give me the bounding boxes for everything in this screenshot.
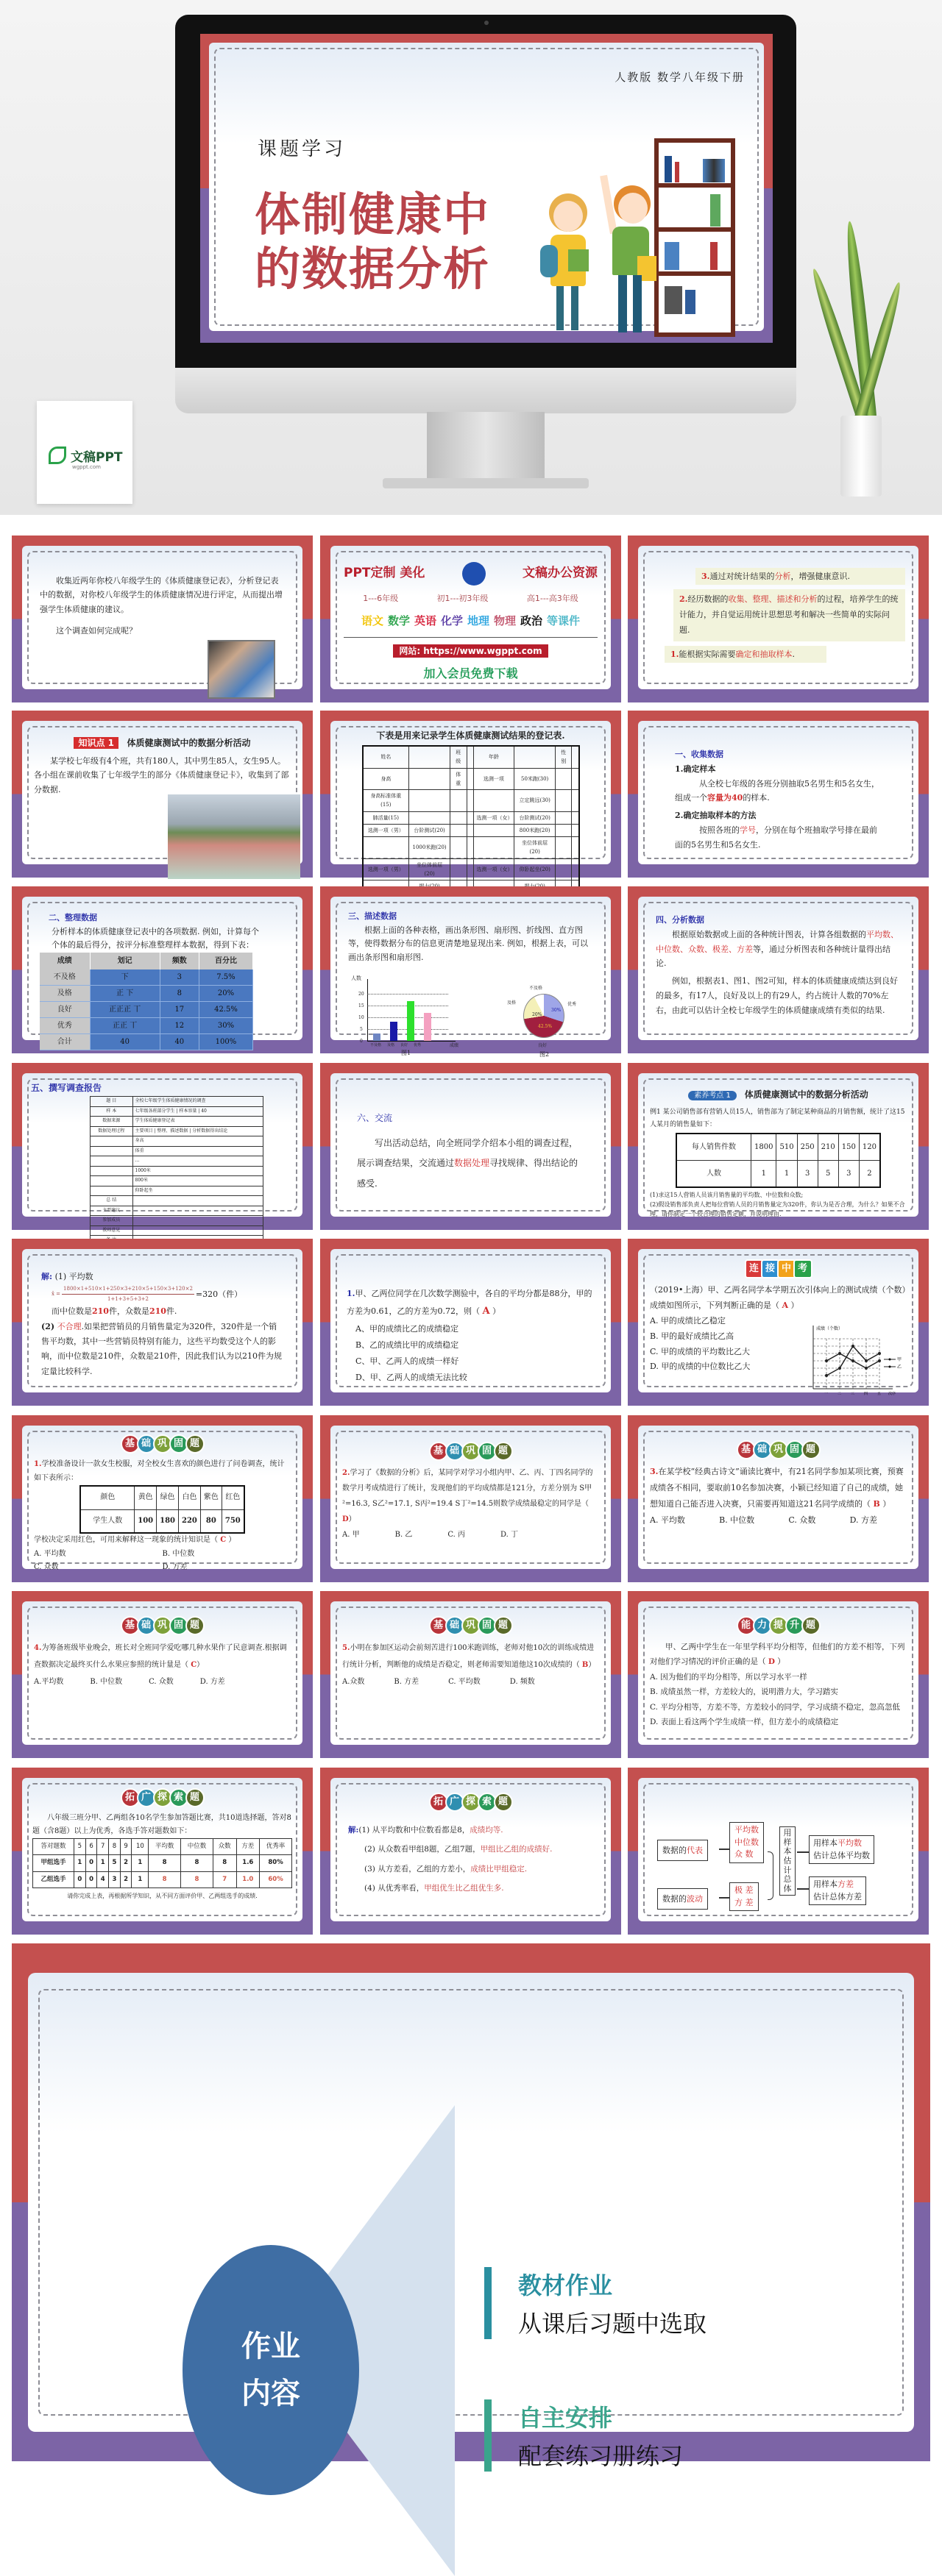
girl-illustration	[540, 193, 599, 333]
report-row: 总 结	[91, 1196, 263, 1206]
subject-label: 语文	[361, 614, 383, 628]
camera-dot	[484, 21, 489, 25]
solution-part-2: (2) 不合理.如果把营销员的月销售量定为320件，320件是一个销售平均数，其中一些营销员特别有能力，这些平均数受这个人的影响，而中位数是210件，众数是210件，因此我们认为以210件为规定量比较科学.	[41, 1321, 282, 1376]
monitor-stand	[427, 412, 545, 485]
slide-extension-solution: 拓 广 探 索 题 解:(1) 从平均数和中位数看都是8，成绩均等. (2) 从众数看甲组8题，乙组7题，甲组比乙组的成绩好. (3) 从方差看，乙组的方差小，成绩比甲组稳定. (4) 从优秀率看，甲组优生比乙组优生多.	[320, 1768, 621, 1935]
example-question-1: (1)求这15人营销人员该月销售量的平均数、中位数和众数;	[650, 1191, 804, 1198]
question-text: 3.在某学校“经典古诗文”诵读比赛中，有21名同学参加某项比赛，预赛成绩各不相同，要取前10名参加决赛，小颖已经知道了自己的成绩，她想知道自己能否进入决赛，只需要再知道这21名同学成绩的（ B ）	[650, 1467, 904, 1509]
table-row: 合计 40 40 100%	[40, 1034, 253, 1050]
option-a[interactable]: A.众数	[342, 1678, 365, 1686]
homework-item-1	[484, 2267, 706, 2339]
exam-link-tags: 连 接 中 考	[650, 1259, 907, 1278]
slide-basic-q3	[628, 1415, 929, 1582]
item-title: 自主安排	[518, 2404, 613, 2432]
goal-2: 2.经历数据的收集、整理、描述和分析的过程，培养学生的统计能力，并自觉运用统计思想思考和解决一些简单的实际问题.	[673, 589, 905, 641]
knowledge-point-badge: 知识点 1	[74, 737, 118, 749]
question-text: 5.小明在参加区运动会前刻苦进行100米跑训练，老师对他10次的训练成绩进行统计分析，判断他的成绩是否稳定，则老师需要知道他这10次成绩的（ B）	[342, 1644, 596, 1669]
answer-mark: C	[191, 1661, 197, 1669]
slide-exam-link	[628, 1239, 929, 1406]
desk-calendar	[37, 401, 132, 504]
slide-basic-q1: 基 础 巩 固 题 1.学校准备设计一款女生校服，对全校女生喜欢的颜色进行了问卷调查，统计如下表所示： 颜色 黄色 绿色 白色 紫色 红色 学生人数 100 180 220 80 750 学校决定采用红色，可用来解释这一现象的统计知识是（ C ） A. 平均数 B. 中位数 C. 众数 D. 方差	[12, 1415, 313, 1582]
goal-3: 3.通过对统计结果的分析，增强健康意识.	[695, 568, 905, 585]
option-d[interactable]: D. 方差	[199, 1678, 225, 1686]
report-row: 仰卧起坐	[91, 1186, 263, 1196]
registration-table	[362, 745, 580, 907]
svg-text:次序: 次序	[888, 1392, 896, 1396]
form-row: 肺活量(15) 选测一项（女） 台阶测试(20)	[363, 811, 579, 824]
brand-logo-icon	[462, 562, 486, 586]
option-d[interactable]: D. 丁	[500, 1531, 518, 1539]
question-text: 2.学习了《数据的分析》后，某同学对学习小组内甲、乙、丙、丁四名同学的数学月考成绩进行了统计，发现他们的平均成绩都是121分，方差分别为 S甲²=16.3, S乙²=17.1, S丙²=19.4 S丁²=14.5则数学成绩最稳定的同学是（ D）	[342, 1469, 593, 1523]
join-membership-link[interactable]: 加入会员免费下载	[423, 666, 518, 680]
dispersion-box: 极 差 方 差	[729, 1882, 759, 1911]
option-c[interactable]: C. 众数	[149, 1678, 174, 1686]
slide-homework	[12, 1943, 930, 2470]
bar	[373, 1033, 380, 1041]
answer-mark: A	[482, 1306, 490, 1317]
slide-organize-data	[12, 886, 313, 1053]
basic-practice-tags: 基 础 巩 固 题	[34, 1434, 291, 1454]
step-2-title: 2.确定抽取样本的方法	[675, 811, 757, 821]
option-d[interactable]: D. 表面上看这两个学生成绩一样，但方差小的成绩稳定	[650, 1718, 839, 1727]
slide-registration-form	[320, 711, 621, 878]
section-heading: 四、分析数据	[656, 915, 704, 925]
quiz-results-table: 答对题数 5 6 7 8 9 10 平均数 中位数 众数 方差 优秀率 甲组选手 1 0 1 5 2 1 8 8 8 1.6 80% 乙组选手 0 0 4 3 2 1 8 8 7 1.0 60%	[32, 1838, 292, 1888]
item-desc: 配套练习册练习	[518, 2442, 684, 2470]
basic-practice-tags: 基 础 巩 固 题	[34, 1616, 291, 1635]
extension-tags: 拓 广 探 索 题	[348, 1793, 593, 1812]
intro-paragraph: 收集近两年你校八年级学生的《体质健康登记表》，分析登记表中的数据，对你校八年级学生的体质健康情况进行评定，从而提出增强学生体质健康的建议。	[40, 576, 283, 614]
answer-mark: B	[581, 1661, 589, 1669]
option-a[interactable]: A. 因为他们的平均分相等，所以学习水平一样	[650, 1672, 807, 1682]
report-table	[90, 1096, 263, 1246]
example-question-2: (2)假设销售部负责人把每位营销人员的月销售量定为320件，你认为是否合理，为什么？如果不合理，请你制定一个较合理的销售定额，并说明理由.	[650, 1201, 905, 1217]
option-b[interactable]: B. 成绩虽然一样，方差较大的，说明潜力大，学习踏实	[650, 1687, 838, 1697]
homework-item-2	[484, 2399, 683, 2472]
slide-question-variance	[320, 1239, 621, 1406]
edition-label: 人教版 数学八年级下册	[615, 71, 745, 84]
svg-text:二: 二	[837, 1392, 842, 1396]
extension-tags: 拓 广 探 索 题	[32, 1788, 292, 1807]
data-representative-box: 数据的代表	[657, 1840, 708, 1861]
slide-summary-diagram	[628, 1768, 929, 1935]
slide-example-1-solution: 解: (1) 平均数 x̄ = $\frac{1800\times 1+510\times 1+250\times 3+210\times 5+150\times 3+120\times 2}{1+1+3+5+3+2}$ =320（件） 而中位数是210件，众数是210件. (2) 不合理.如果把营销员的月销售量定为320件，320件是一个销售平均数，其中一些营销员特别有能力，这些平均数受这个人的影响，而中位数是210件，众数是210件，因此我们认为以210件为规定量比较科学.	[12, 1239, 313, 1406]
report-row: 题 目 全校七年级学生体质健康情况的调查	[91, 1097, 263, 1107]
knowledge-point-heading: 体质健康测试中的数据分析活动	[127, 738, 251, 748]
slide-intro-task	[12, 536, 313, 702]
pie	[523, 994, 564, 1038]
report-row: …	[91, 1156, 263, 1167]
cover-subtitle: 课题学习	[258, 138, 347, 160]
analyze-para-2: 例如，根据表1、图1、图2可知，样本的体质健康成绩达到良好的最多，有17人，良好及以上的有29人，约占统计人数的70%左右，由此可以估计全校七年级学生的体质健康成绩有类似的结果.	[656, 976, 898, 1015]
frequency-table: 成绩 划记 频数 百分比 不及格 下 3 7.5% 及格 正 下 8 20% 良好 正正正 丅 17 42.5% 优秀 正正 丅 12 30% 合计 40 40 100%	[40, 953, 253, 1050]
table-row: 优秀 正正 丅 12 30%	[40, 1018, 253, 1034]
step-2-text: 按照各班的学号，分别在每个班抽取学号排在最前面的5名男生和5名女生.	[675, 825, 877, 850]
svg-text:一: 一	[824, 1392, 829, 1396]
table-row: 及格 正 下 8 20%	[40, 986, 253, 1002]
option-a[interactable]: A.平均数	[34, 1678, 64, 1686]
slide-extension-q	[12, 1768, 313, 1935]
slide-write-report	[12, 1063, 313, 1233]
option-a[interactable]: A、甲的成绩比乙的成绩稳定	[355, 1324, 458, 1334]
goal-1: 1.能根据实际需要确定和抽取样本.	[665, 646, 826, 663]
report-row: 1000米	[91, 1166, 263, 1176]
option-c[interactable]: C. 众数	[34, 1563, 59, 1571]
step-1-text: 从全校七年级的各班分别抽取5名男生和5名女生，组成一个容量为40的样本.	[675, 778, 879, 803]
answer-mark: A	[782, 1300, 789, 1310]
potted-plant	[824, 221, 890, 500]
watermark-url: wgppt.com	[72, 464, 101, 470]
svg-text:五: 五	[877, 1392, 882, 1396]
slide-basic-q2	[320, 1415, 621, 1582]
bookshelf-illustration	[654, 138, 735, 337]
section-heading: 三、描述数据	[348, 911, 397, 921]
basic-practice-tags: 基 础 巩 固 题	[342, 1442, 599, 1461]
ad-right-title: 文稿办公资源	[523, 566, 598, 581]
report-row: 数据来源 学生体质健康登记表	[91, 1117, 263, 1127]
report-row: 体重	[91, 1146, 263, 1156]
subject-label: 化学	[440, 614, 463, 628]
form-heading: 下表是用来记录学生体质健康测试结果的登记表.	[376, 730, 565, 741]
data-variation-box: 数据的波动	[657, 1888, 708, 1910]
website-link[interactable]: 网站: https://www.wgppt.com	[393, 644, 548, 658]
competency-badge: 素养考点 1	[688, 1091, 737, 1100]
fig2-caption: 图2	[539, 1051, 550, 1058]
form-row: 1000米跑(20) 坐位体前屈(20)	[363, 837, 579, 859]
option-b[interactable]: B. 甲的最好成绩比乙高	[650, 1331, 734, 1341]
slide-describe-data	[320, 886, 621, 1058]
report-row: 参加成员	[91, 1216, 263, 1226]
grade-range: 高1---高3年级	[526, 594, 578, 603]
option-d[interactable]: D. 甲的成绩的中位数比乙大	[650, 1362, 751, 1372]
basic-practice-tags: 基 础 巩 固 题	[342, 1616, 599, 1635]
x-axis-label: 成绩	[450, 1043, 459, 1048]
option-b[interactable]: B. 中位数	[162, 1549, 195, 1558]
subject-label: 物理	[494, 614, 517, 628]
option-c[interactable]: C. 平均数	[448, 1678, 481, 1686]
y-axis-label: 人数	[351, 975, 361, 981]
option-b[interactable]: B、乙的成绩比甲的成绩稳定	[355, 1340, 459, 1350]
extension-footer: 请你完成上表，再根据所学知识，从不同方面评价甲、乙两组选手的成绩.	[67, 1892, 258, 1899]
bar	[390, 1022, 397, 1041]
estimate-variance-box: 用样本方差 估计总体方差	[809, 1876, 866, 1905]
ability-tags: 能 力 提 升 题	[650, 1616, 907, 1635]
question-text: 4.为筹备班级毕业晚会，班长对全班同学爱吃哪几种水果作了民意调查.根据调查数据决定最终买什么水果应参照的统计量是（ C）	[34, 1644, 287, 1669]
option-a[interactable]: A. 平均数	[34, 1549, 66, 1558]
central-tendency-box: 平均数 中位数 众 数	[729, 1822, 764, 1863]
option-d[interactable]: D. 频数	[509, 1678, 535, 1686]
cover-slide	[200, 34, 773, 343]
watermark-logo: 文稿PPT	[71, 450, 123, 465]
report-row: 样 本 七年级各班部分学生 | 样本容量 | 40	[91, 1106, 263, 1117]
subject-label: 英语	[414, 614, 436, 628]
option-c[interactable]: C、甲、乙两人的成绩一样好	[355, 1356, 459, 1366]
section-heading: 一、收集数据	[675, 750, 723, 759]
ad-left-title: PPT定制 美化	[344, 566, 425, 581]
subject-label: 政治	[520, 614, 543, 628]
svg-text:三: 三	[851, 1392, 855, 1396]
question-text: 1.学校准备设计一款女生校服，对全校女生喜欢的颜色进行了问卷调查，统计如下表所示：	[34, 1460, 285, 1482]
answer-mark: B	[873, 1499, 880, 1509]
fig1-caption: 图1	[401, 1050, 411, 1056]
option-b[interactable]: B. 中位数	[719, 1515, 755, 1525]
svg-text:乙: 乙	[897, 1365, 902, 1370]
report-row: 教师意见	[91, 1225, 263, 1236]
table-row: 良好 正正正 丅 17 42.5%	[40, 1002, 253, 1018]
slide-basic-q4	[12, 1591, 313, 1758]
line-chart-pullups	[806, 1323, 909, 1396]
answer-mark: D	[768, 1657, 775, 1667]
item-desc: 从课后习题中选取	[518, 2310, 707, 2338]
grade-range: 1---6年级	[363, 594, 399, 603]
boy-illustration	[599, 175, 658, 337]
subject-list	[344, 611, 598, 637]
answer-mark: D	[342, 1515, 349, 1523]
form-row: 身高标准体重(15) 立定跳远(30)	[363, 790, 579, 812]
option-d[interactable]: D. 方差	[849, 1515, 877, 1525]
cover-title-line1: 体制健康中	[255, 188, 491, 241]
section-heading: 五、撰写调查报告	[31, 1083, 102, 1093]
subject-label: 地理	[467, 614, 490, 628]
extension-intro: 八年级三班分甲、乙两组各10名学生参加答题比赛，共10道选择题，答对8题（含8题）以上为优秀，各选手答对题数如下：	[32, 1814, 291, 1835]
report-row: 身高	[91, 1136, 263, 1147]
option-c[interactable]: C. 平均分相等，方差不等，方差较小的同学，学习成绩不稳定，忽高忽低	[650, 1702, 900, 1712]
question-text: 甲、乙两中学生在一年里学科平均分相等，但他们的方差不相等，下列对他们学习情况的评价正确的是（ D ）	[650, 1643, 905, 1667]
slide-analyze-data	[628, 886, 929, 1053]
option-d[interactable]: D. 方差	[162, 1563, 188, 1571]
answer-mark: C	[220, 1536, 227, 1544]
students-photo	[208, 640, 275, 699]
bar-chart-fig1: 人数 20 15 10 5 0 不及格 及格 良好 优秀 成绩 图1	[357, 979, 467, 1053]
option-a[interactable]: A. 甲的成绩比乙稳定	[650, 1315, 726, 1326]
hero-cover-mockup	[0, 0, 942, 515]
option-b[interactable]: B. 乙	[394, 1531, 413, 1539]
report-row: 主要建议	[91, 1206, 263, 1216]
school-playground-photo	[168, 794, 300, 879]
slide-example-1	[628, 1063, 929, 1230]
question-text: （2019•上海）甲、乙两名同学本学期五次引体向上的测试成绩（个数）成绩如图所示，下列判断正确的是（ A ）	[650, 1285, 906, 1310]
option-a[interactable]: A. 甲	[342, 1531, 360, 1539]
option-d[interactable]: D、甲、乙两人的成绩无法比较	[355, 1373, 467, 1382]
mean-formula: x̄ = $\frac{1800\times 1+510\times 1+250\times 3+210\times 5+150\times 3+120\times 2}{1+1+3+5+3+2}$ =320（件）	[52, 1286, 243, 1303]
homework-circle: 作业 内容	[183, 2245, 359, 2495]
slide-ad-banner	[320, 536, 621, 702]
option-b[interactable]: B. 中位数	[90, 1678, 123, 1686]
subject-label: 数学	[387, 614, 410, 628]
subject-label: 等课件	[547, 614, 581, 628]
analyze-para-1: 根据原始数据或上面的各种统计图表，计算各组数据的平均数、中位数、众数、极差、方差等，通过分析图表和各种统计量得出结论.	[656, 929, 899, 969]
report-row: 数据处理过程 主要项目 | 整理、描述数据 | 分析数据得出结论	[91, 1126, 263, 1136]
bar	[407, 1001, 414, 1041]
section-heading: 六、交流	[357, 1113, 393, 1123]
slide-basic-q5	[320, 1591, 621, 1758]
basic-practice-tags: 基 础 巩 固 题	[650, 1440, 907, 1459]
logo-leaf-icon	[49, 446, 66, 464]
knowledge-point-body: 某学校七年级有4个班，共有180人，其中男生85人，女生95人。各小组在课前收集了七年级学生的部分《体质健康登记卡》，收集到了部分数据.	[34, 756, 289, 794]
slide-learning-goals	[628, 536, 929, 702]
sample-estimate-box: 用样本估计总体	[779, 1826, 796, 1896]
monitor-base	[383, 478, 589, 488]
slide-ability-q	[628, 1591, 929, 1758]
step-1-title: 1.确定样本	[675, 764, 716, 774]
exchange-body: 写出活动总结，向全班同学介绍本小组的调查过程，展示调查结果，交流通过数据处理寻找规律、得出结论的感受.	[357, 1137, 578, 1189]
option-b[interactable]: B. 方差	[394, 1678, 419, 1686]
slide-knowledge-point-1	[12, 711, 313, 878]
svg-text:成绩（个数）: 成绩（个数）	[816, 1326, 843, 1331]
svg-text:甲: 甲	[897, 1357, 902, 1362]
report-row: 800米	[91, 1176, 263, 1186]
form-row: 选测一项（男） 台阶测试(20) 800米跑(20)	[363, 824, 579, 836]
section-heading: 二、整理数据	[49, 913, 97, 922]
question-text: 1.甲、乙两位同学在几次数学测验中，各自的平均分都是88分，甲的方差为0.61，乙的方差为0.72，则（ A ）	[347, 1289, 592, 1317]
option-a[interactable]: A. 平均数	[650, 1515, 685, 1525]
form-row: 身高 体重 选测一项 50米跑(30)	[363, 768, 579, 790]
color-preference-table: 颜色 黄色 绿色 白色 紫色 红色 学生人数 100 180 220 80 750	[79, 1485, 245, 1534]
form-row: 选测一项（男） 坐位体前屈(20) 选测一项（女） 仰卧起坐(20)	[363, 858, 579, 880]
slide-exchange	[320, 1063, 621, 1230]
svg-text:四: 四	[864, 1392, 868, 1396]
monitor-chin	[175, 368, 796, 413]
option-c[interactable]: C. 丙	[447, 1531, 465, 1539]
intro-question: 这个调查如何完成呢？	[56, 625, 137, 636]
estimate-mean-box: 用样本平均数 估计总体平均数	[809, 1835, 874, 1864]
example-heading: 体质健康测试中的数据分析活动	[744, 1089, 868, 1100]
option-c[interactable]: C. 众数	[788, 1515, 816, 1525]
bar	[424, 1013, 431, 1041]
form-row: 姓名 班级 年龄 性别	[363, 746, 579, 768]
describe-body: 根据上面的各种表格，画出条形图、扇形图、折线图、直方图等，使得数据分布的信息更清楚地显现出来. 例如，根据上表，可以画出条形图和扇形图.	[348, 925, 588, 963]
example-intro: 例1 某公司销售部有营销人员15人，销售部为了制定某种商品的月销售额，统计了这15人某月的销售量如下：	[650, 1108, 905, 1128]
grade-range: 初1---初3年级	[436, 594, 489, 603]
table-row: 不及格 下 3 7.5%	[40, 969, 253, 986]
option-c[interactable]: C. 甲的成绩的平均数比乙大	[650, 1346, 751, 1356]
sales-table: 每人销售件数 1800 510 250 210 150 120 人数 1 1 3 5 3 2	[676, 1133, 881, 1188]
organize-body: 分析样本的体质健康登记表中的各项数据. 例如，计算每个个体的最后得分，按评分标准整理样本数据，得到下表：	[52, 926, 259, 950]
cover-title-line2: 的数据分析	[255, 242, 491, 296]
item-title: 教材作业	[518, 2271, 613, 2299]
slide-collect-data	[628, 711, 929, 878]
pie-chart-fig2: 不及格 及格 优秀 良好 30% 20% 42.5% 图2	[500, 985, 588, 1058]
